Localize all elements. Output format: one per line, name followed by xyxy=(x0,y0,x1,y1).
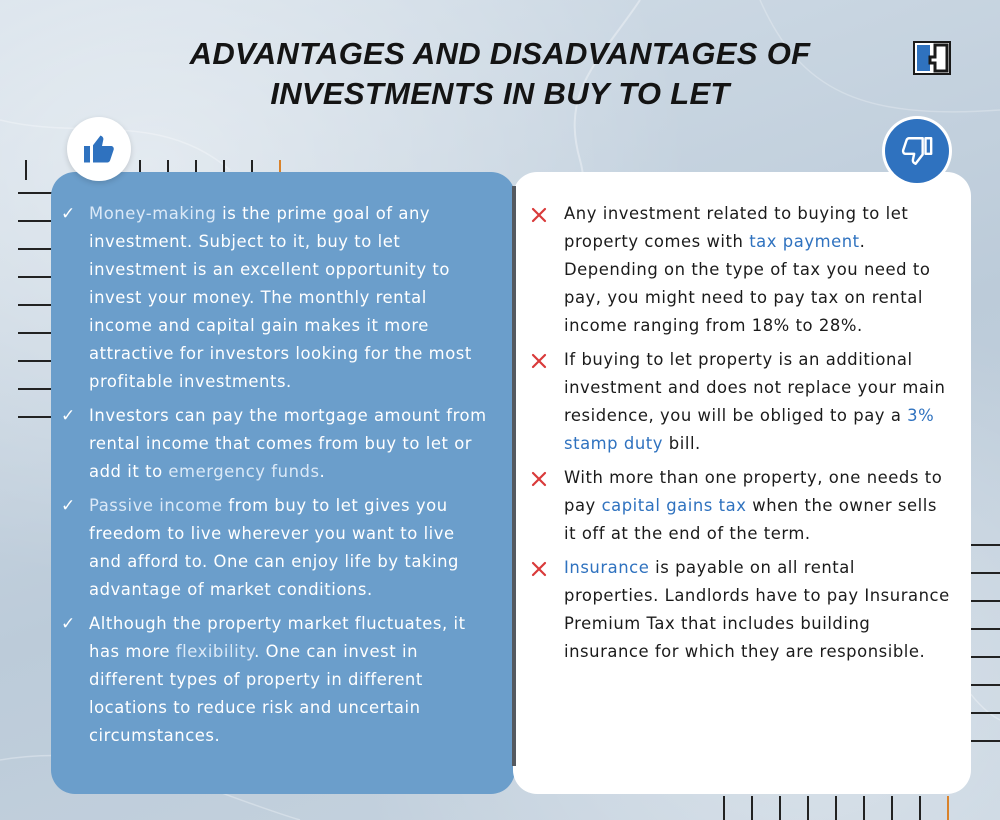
brand-logo-icon xyxy=(913,41,951,75)
thumbs-up-icon xyxy=(81,131,117,167)
list-item xyxy=(564,554,952,666)
thumbs-down-badge xyxy=(885,119,949,183)
cross-icon xyxy=(530,206,548,224)
item-text: Investors can pay the mortgage amount from rental income that comes from buy to let or add it to xyxy=(89,406,487,481)
highlight-tax-payment: tax payment xyxy=(749,232,860,251)
item-text: . One can invest in different types of property in different locations to reduce risk and uncertain circumstances. xyxy=(89,642,423,745)
cross-icon xyxy=(530,352,548,370)
title-line-1: ADVANTAGES AND DISADVANTAGES OF xyxy=(189,36,811,71)
highlight-flexibility: flexibility xyxy=(175,642,255,661)
highlight-stamp-duty: 3% stamp duty xyxy=(564,406,935,453)
panel-divider xyxy=(512,186,516,766)
highlight-passive-income: Passive income xyxy=(89,496,223,515)
advantages-list xyxy=(61,200,489,756)
list-item xyxy=(61,200,489,396)
list-item xyxy=(564,464,952,548)
highlight-emergency-funds: emergency funds xyxy=(168,462,320,481)
list-item xyxy=(61,402,489,486)
thumbs-up-badge xyxy=(67,117,131,181)
item-text: Although the property market fluctuates, it has more xyxy=(89,614,466,661)
list-item xyxy=(564,200,952,340)
item-text: is payable on all rental properties. Landlords have to pay Insurance Premium Tax that includes building insurance for which they are responsible. xyxy=(564,558,950,661)
item-text: With more than one property, one needs to pay xyxy=(564,468,943,515)
list-item xyxy=(61,492,489,604)
checkmark-icon: ✓ xyxy=(61,496,76,516)
checkmark-icon: ✓ xyxy=(61,614,76,634)
thumbs-down-icon xyxy=(900,134,934,168)
list-item xyxy=(61,610,489,750)
title-line-2: INVESTMENTS IN BUY TO LET xyxy=(270,76,730,111)
checkmark-icon: ✓ xyxy=(61,406,76,426)
page-title xyxy=(0,34,1000,114)
item-text: is the prime goal of any investment. Subject to it, buy to let investment is an excellent opportunity to invest your money. The monthly rental income and capital gain makes it more attractive for investors looking for the most profitable investments. xyxy=(89,204,472,391)
item-text: Any investment related to buying to let property comes with xyxy=(564,204,909,251)
highlight-capital-gains-tax: capital gains tax xyxy=(601,496,747,515)
item-text: . Depending on the type of tax you need to pay, you might need to pay tax on rental income ranging from 18% to 28%. xyxy=(564,232,931,335)
item-text: bill. xyxy=(663,434,701,453)
list-item xyxy=(564,346,952,458)
cross-icon xyxy=(530,470,548,488)
item-text: If buying to let property is an additional investment and does not replace your main residence, you will be obliged to pay a xyxy=(564,350,946,425)
item-text: . xyxy=(319,462,326,481)
highlight-insurance: Insurance xyxy=(564,558,650,577)
highlight-money-making: Money-making xyxy=(89,204,217,223)
item-text: from buy to let gives you freedom to live wherever you want to live and afford to. One can enjoy life by taking advantage of market conditions. xyxy=(89,496,459,599)
checkmark-icon: ✓ xyxy=(61,204,76,224)
disadvantages-list xyxy=(564,200,952,672)
item-text: when the owner sells it off at the end of the term. xyxy=(564,496,937,543)
cross-icon xyxy=(530,560,548,578)
